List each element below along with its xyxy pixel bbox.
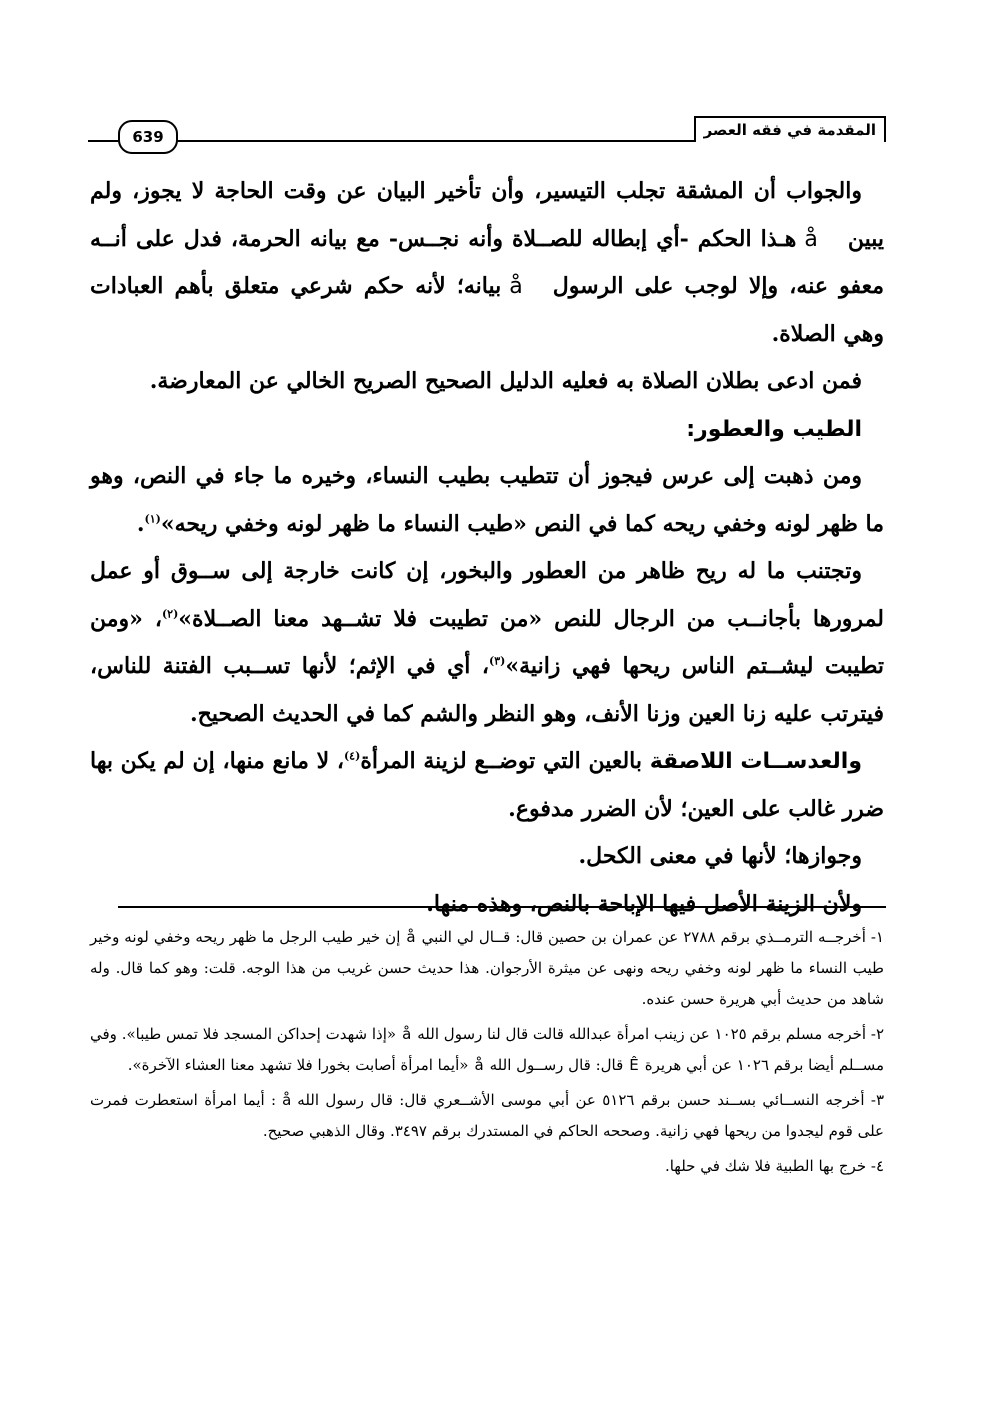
footnote-2 [90,1019,884,1081]
footnote-4: ٤- خرج بها الطبية فلا شك في حلها. [664,1157,884,1175]
companion-symbol-glyph: Ê [629,1056,639,1074]
paragraph-2: فمن ادعى بطلان الصلاة به فعليه الدليل الصحيح الصريح الخالي عن المعارضة. [149,368,862,394]
paragraph-5 [90,738,884,833]
section-heading: الطيب والعطور: [686,416,862,442]
footnote-ref-3: (٣) [489,654,506,668]
paragraph-4-text-a: وتجتنب ما له ريح ظاهر من العطور والبخور، إن كانت خارجة إلى ســوق أو عمل لمرورها بأجانــب من الرجال للنص «من تطيبت فلا تشــهد معنا الصــلاة» [90,558,884,632]
paragraph-4-text-b: ، «ومن تطيبت ليشــتم الناس ريحها فهي زانية» [90,605,885,679]
footnote-separator [118,906,886,908]
main-text [90,168,884,928]
footnotes [90,922,884,1186]
peace-symbol-glyph: å [406,928,416,946]
footnote-ref-1: (١) [144,512,161,526]
footnote-ref-4: (٤) [343,749,361,763]
paragraph-1-text-b: هـذا الحكم -أي إبطاله للصــلاة وأنه نجــس- مع بيانه الحرمة، فدل على أنــه معفو عنه، وإلا لوجب على الرسول [90,225,884,299]
paragraph-1-text-c: بيانه؛ لأنه حكم شرعي متعلق بأهم العبادات وهي الصلاة. [90,273,884,347]
paragraph-7: ولأن الزينة الأصل فيها الإباحة بالنص، وهذه منها. [426,890,862,917]
page-header [88,112,886,150]
peace-symbol-glyph: å [402,1025,412,1043]
paragraph-5-text-b: ، لا مانع منها، إن لم يكن بها ضرر غالب على العين؛ لأن الضرر مدفوع. [90,748,884,822]
footnote-ref-2: (٢) [161,607,179,621]
peace-symbol-glyph: å [474,1056,484,1074]
paragraph-4 [90,548,884,738]
book-title: المقدمة في فقه العصر [694,116,886,142]
paragraph-6: وجوازها؛ لأنها في معنى الكحل. [578,843,862,869]
peace-symbol-glyph: å [509,274,523,299]
paragraph-3-text: ومن ذهبت إلى عرس فيجوز أن تتطيب بطيب النساء، وخيره ما جاء في النص، وهو ما ظهر لونه وخفي ريحه كما في النص «طيب النساء ما ظهر لونه وخفي ريحه» [90,463,884,537]
footnote-2-text-d: «أيما امرأة أصابت بخورا فلا تشهد معنا العشاء الآخرة». [127,1056,469,1074]
footnote-1-text-a: ١- أخرجــه الترمــذي برقم ٢٧٨٨ عن عمران بن حصين قال: قــال لي النبي [421,928,884,946]
paragraph-4-text-c: ، أي في الإثم؛ لأنها تســبب الفتنة للناس، فيترتب عليه زنا العين وزنا الأنف، وهو النظر والشم كما في الحديث الصحيح. [90,653,884,727]
peace-symbol-glyph: å [804,226,818,252]
footnote-2-text-b: «إذا شهدت إحداكن المسجد فلا تمس طيبا». وفي مســلم أيضا برقم ١٠٢٦ عن أبي هريرة [90,1025,884,1074]
footnote-2-text-c: قال: قال رســول الله [489,1056,624,1074]
paragraph-3-end: . [136,510,145,537]
peace-symbol-glyph: å [282,1091,292,1109]
page-number: 639 [118,120,178,154]
footnote-3-text-a: ٣- أخرجه النســائي بســند حسن برقم ٥١٢٦ عن أبي موسى الأشــعري قال: قال رسول الله [297,1091,885,1109]
footnote-1-text-b: إن خير طيب الرجل ما ظهر ريحه وخفي لونه وخير طيب النساء ما ظهر لونه وخفي ريحه ونهى عن ميثرة الأرجوان. هذا حديث حسن غريب من هذا الوجه. قلت: وهو كما قال. وله شاهد من حديث أبي هريرة حسن عنده. [90,928,884,1008]
paragraph-5-text-a: بالعين التي توضــع لزينة المرأة [360,748,650,774]
paragraph-5-bold-term: والعدســات اللاصقة [649,749,863,774]
footnote-3-text-b: : أيما امرأة استعطرت فمرت على قوم ليجدوا من ريحها فهي زانية. وصححه الحاكم في المستدرك برقم ٣٤٩٧. وقال الذهبي صحيح. [90,1091,884,1140]
paragraph-1-text-a: والجواب أن المشقة تجلب التيسير، وأن تأخير البيان عن وقت الحاجة لا يجوز، ولم يبين [90,178,884,252]
footnote-1 [90,922,884,1015]
paragraph-1 [90,168,884,358]
footnote-2-text-a: ٢- أخرجه مسلم برقم ١٠٢٥ عن زينب امرأة عبدالله قالت قال لنا رسول الله [417,1025,885,1043]
paragraph-3 [90,453,884,548]
footnote-3 [90,1085,884,1147]
